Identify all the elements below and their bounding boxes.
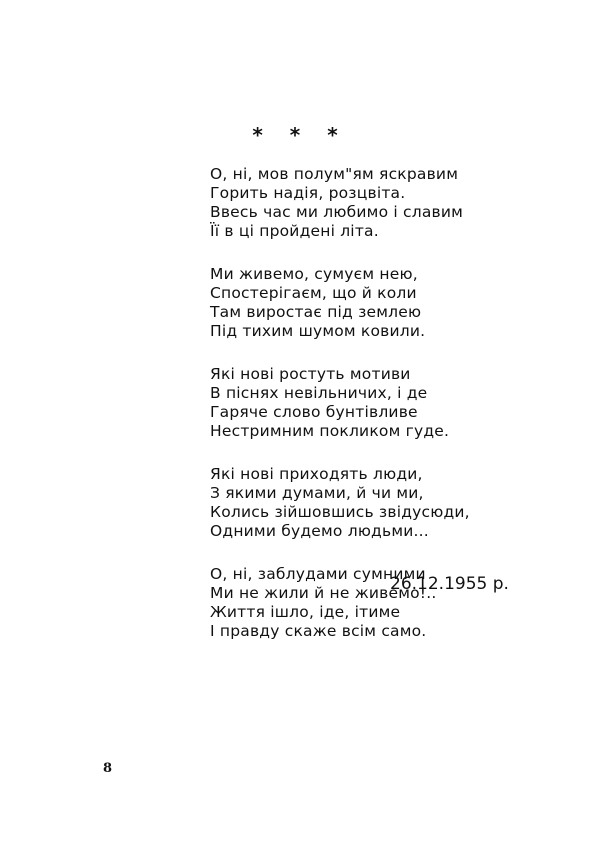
stanza bbox=[210, 465, 530, 541]
poem-line: О, ні, мов полум"ям яскравим bbox=[210, 165, 459, 183]
page-number: 8 bbox=[103, 761, 113, 776]
stanza bbox=[210, 365, 530, 441]
poem-line: В піснях невільничих, і де bbox=[210, 384, 428, 402]
poem-line: Гаряче слово бунтівливе bbox=[210, 403, 418, 421]
stanza bbox=[210, 265, 530, 341]
poem-line: Нестримним покликом гуде. bbox=[210, 422, 450, 440]
poem-line: Які нові ростуть мотиви bbox=[210, 365, 411, 383]
poem-line: Там виростає під землею bbox=[210, 303, 422, 321]
poem-line: Одними будемо людьми... bbox=[210, 522, 429, 540]
stanza bbox=[210, 165, 530, 241]
poem-line: Спостерігаєм, що й коли bbox=[210, 284, 417, 302]
poem-line: Колись зійшовшись звідусюди, bbox=[210, 503, 470, 521]
poem-heading-asterism: * * * bbox=[252, 123, 348, 147]
poem-date: 26.12.1955 р. bbox=[390, 574, 509, 594]
poem-line: Життя ішло, іде, ітиме bbox=[210, 603, 401, 621]
poem-line: Горить надія, розцвіта. bbox=[210, 184, 406, 202]
poem-line: Під тихим шумом ковили. bbox=[210, 322, 426, 340]
poem-line: І правду скаже всім само. bbox=[210, 622, 427, 640]
poem-line: Її в ці пройдені літа. bbox=[210, 222, 379, 240]
poem-line: Ввесь час ми любимо і славим bbox=[210, 203, 464, 221]
poem-line: Які нові приходять люди, bbox=[210, 465, 423, 483]
poem-line: О, ні, заблудами сумними bbox=[210, 565, 426, 583]
poem-line: Ми не жили й не живемо!.. bbox=[210, 584, 437, 602]
poem-line: Ми живемо, сумуєм нею, bbox=[210, 265, 418, 283]
poem-line: З якими думами, й чи ми, bbox=[210, 484, 424, 502]
